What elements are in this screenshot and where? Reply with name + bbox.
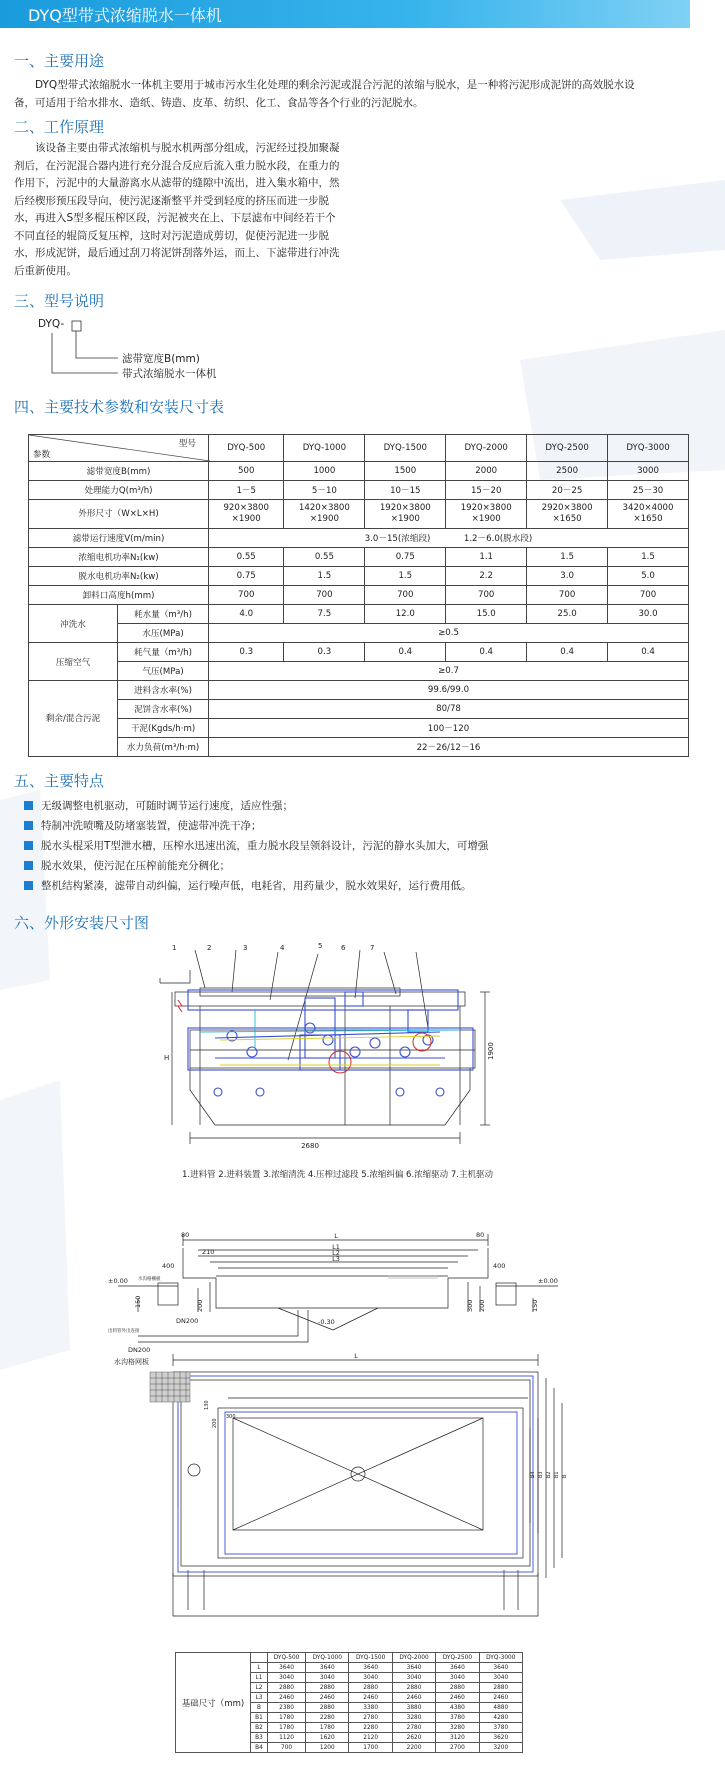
dims-cell: 2700 xyxy=(436,1743,479,1753)
part-number: 3 xyxy=(243,944,248,952)
table-row xyxy=(29,500,689,529)
dims-key: B2 xyxy=(251,1723,268,1733)
table-row xyxy=(29,481,689,500)
cell: 0.55 xyxy=(209,548,284,567)
table-row xyxy=(29,567,689,586)
dims-cell: 1780 xyxy=(268,1723,306,1733)
table-row xyxy=(29,529,689,548)
model-header: DYQ-2000 xyxy=(446,435,527,462)
dim-label: L3 xyxy=(332,1255,340,1263)
dim-label: 400 xyxy=(493,1262,506,1270)
cell: 2920×3800 ×1650 xyxy=(527,500,608,529)
feature-item xyxy=(24,858,230,873)
cell: 15.0 xyxy=(446,605,527,624)
cell: 1.5 xyxy=(284,567,365,586)
table-row xyxy=(29,719,689,738)
plan-dim: 200 xyxy=(212,1418,218,1428)
feature-item xyxy=(24,878,472,893)
model-header: DYQ-1000 xyxy=(284,435,365,462)
table-row xyxy=(29,681,689,700)
dim-width: 2680 xyxy=(301,1142,319,1150)
row-label: 外形尺寸（W×L×H) xyxy=(29,500,209,529)
pipe-label: DN200 xyxy=(128,1346,151,1354)
part-number: 7 xyxy=(370,944,375,952)
dims-cell: 2880 xyxy=(392,1683,435,1693)
cell: 12.0 xyxy=(365,605,446,624)
plan-dim-B: B xyxy=(562,1474,568,1478)
cell: 5.0 xyxy=(608,567,689,586)
cell: 1.1 xyxy=(446,548,527,567)
model-header: DYQ-500 xyxy=(209,435,284,462)
dims-cell: 3040 xyxy=(479,1673,522,1683)
cell: 920×3800 ×1900 xyxy=(209,500,284,529)
bullet-icon xyxy=(24,821,33,830)
cell: 25.0 xyxy=(527,605,608,624)
dims-corner xyxy=(251,1653,268,1663)
cell: 10－15 xyxy=(365,481,446,500)
cell: 1.5 xyxy=(527,548,608,567)
dims-model: DYQ-1500 xyxy=(349,1653,392,1663)
drawing1-caption: 1.进料管 2.进料装置 3.浓缩清洗 4.压榨过滤段 5.浓缩纠偏 6.浓缩驱动 7.主机驱动 xyxy=(182,1170,493,1180)
dims-key: B3 xyxy=(251,1733,268,1743)
cell: 3000 xyxy=(608,462,689,481)
row-label: 滤带运行速度V(m/min) xyxy=(29,529,209,548)
plan-dim-B: B4 xyxy=(530,1471,536,1478)
cell: 2500 xyxy=(527,462,608,481)
section-features-heading: 五、主要特点 xyxy=(14,772,105,790)
cell: 0.4 xyxy=(365,643,446,662)
cell: 15－20 xyxy=(446,481,527,500)
plan-dim: 300 xyxy=(226,1414,236,1420)
cell: 1920×3800 ×1900 xyxy=(446,500,527,529)
speed-thicken: 3.0－15(浓缩段) xyxy=(364,534,431,544)
dim-label: 80 xyxy=(476,1231,485,1239)
dims-cell: 2880 xyxy=(349,1683,392,1693)
spec-table xyxy=(28,434,689,757)
row-label: 浓缩电机功率N₁(kw) xyxy=(29,548,209,567)
dims-cell: 2460 xyxy=(436,1693,479,1703)
cell: 1420×3800 ×1900 xyxy=(284,500,365,529)
table-row xyxy=(29,662,689,681)
row-label: 水压(MPa) xyxy=(118,624,209,643)
dims-cell: 1700 xyxy=(349,1743,392,1753)
principle-text xyxy=(14,140,374,280)
dims-cell: 3620 xyxy=(479,1733,522,1743)
dims-cell: 1200 xyxy=(306,1743,349,1753)
cell: 20－25 xyxy=(527,481,608,500)
dims-cell: 2200 xyxy=(392,1743,435,1753)
cell: 0.75 xyxy=(365,548,446,567)
dims-cell: 2380 xyxy=(268,1703,306,1713)
dims-cell: 2880 xyxy=(306,1683,349,1693)
table-row xyxy=(176,1653,523,1663)
dims-cell: 2880 xyxy=(306,1703,349,1713)
part-number: 1 xyxy=(172,944,177,952)
dims-cell: 1620 xyxy=(306,1733,349,1743)
principle-line: 水，再进入S型多棍压榨区段，污泥被夹在上、下层滤布中间经若干个 xyxy=(14,212,336,224)
note-label: 出料管外出连接 xyxy=(108,1329,140,1334)
feature-text: 脱水头棍采用T型泄水槽，压榨水迅速出流，重力脱水段呈领斜设计，污泥的静水头加大，可增强 xyxy=(41,840,489,852)
feature-text: 脱水效果，使污泥在压榨前能充分稠化； xyxy=(41,860,230,872)
foundation-dims-table xyxy=(175,1652,523,1753)
model-header: DYQ-3000 xyxy=(608,435,689,462)
dims-cell: 3640 xyxy=(479,1663,522,1673)
dims-cell: 2460 xyxy=(349,1693,392,1703)
bullet-icon xyxy=(24,881,33,890)
dims-cell: 3640 xyxy=(306,1663,349,1673)
title-bar xyxy=(0,0,690,28)
feature-item xyxy=(24,818,262,833)
foundation-section-drawing xyxy=(98,1228,568,1354)
cell: 500 xyxy=(209,462,284,481)
cell: 3420×4000 ×1650 xyxy=(608,500,689,529)
cell: 700 xyxy=(527,586,608,605)
dims-model: DYQ-500 xyxy=(268,1653,306,1663)
dim-label: L1 xyxy=(332,1243,340,1251)
principle-line: 不同直径的辊筒反复压榨，这时对污泥造成剪切，促使污泥进一步脱 xyxy=(14,229,329,242)
dims-cell: 2120 xyxy=(349,1733,392,1743)
section-model-heading: 三、型号说明 xyxy=(14,292,105,310)
cell: 0.3 xyxy=(284,643,365,662)
dim-label: 200 xyxy=(196,1299,204,1312)
usage-text xyxy=(14,77,714,112)
plan-dim: 130 xyxy=(204,1400,210,1410)
cell: 700 xyxy=(284,586,365,605)
dims-cell: 2880 xyxy=(436,1683,479,1693)
dims-cell: 3040 xyxy=(392,1673,435,1683)
dim-label: 80 xyxy=(181,1231,190,1239)
dims-cell: 2780 xyxy=(392,1723,435,1733)
cell: 700 xyxy=(209,586,284,605)
section-spec-heading: 四、主要技术参数和安装尺寸表 xyxy=(14,398,225,416)
cell: 7.5 xyxy=(284,605,365,624)
row-label: 卸料口高度h(mm) xyxy=(29,586,209,605)
dims-cell: 3780 xyxy=(436,1713,479,1723)
cell: 1920×3800 ×1900 xyxy=(365,500,446,529)
table-row xyxy=(29,548,689,567)
level-left: ±0.00 xyxy=(108,1277,128,1285)
principle-line: 该设备主要由带式浓缩机与脱水机两部分组成，污泥经过投加聚凝 xyxy=(35,142,340,154)
model-header: DYQ-2500 xyxy=(527,435,608,462)
model-diagram xyxy=(38,318,338,388)
cell-span: 80/78 xyxy=(209,700,689,719)
table-corner xyxy=(29,435,209,462)
group-label: 剩余/混合污泥 xyxy=(29,681,118,757)
dims-cell: 2780 xyxy=(349,1713,392,1723)
dims-cell: 2460 xyxy=(268,1693,306,1703)
plan-dim-B: B1 xyxy=(554,1471,560,1478)
dims-cell: 1780 xyxy=(268,1713,306,1723)
row-label: 水力负荷(m³/h·m) xyxy=(118,738,209,757)
dim-height: 1900 xyxy=(487,1042,495,1060)
part-number: 6 xyxy=(341,944,346,952)
dims-cell: 4380 xyxy=(436,1703,479,1713)
cell-span: 100－120 xyxy=(209,719,689,738)
dims-cell: 3380 xyxy=(349,1703,392,1713)
feature-text: 整机结构紧凑，滤带自动纠偏，运行噪声低，电耗省，用药量少，脱水效果好，运行费用低。 xyxy=(41,880,472,892)
bullet-icon xyxy=(24,841,33,850)
dims-model: DYQ-3000 xyxy=(479,1653,522,1663)
dims-cell: 2460 xyxy=(392,1693,435,1703)
table-row xyxy=(29,435,689,462)
row-label: 脱水电机功率N₂(kw) xyxy=(29,567,209,586)
cell: 0.75 xyxy=(209,567,284,586)
dims-cell: 3780 xyxy=(479,1723,522,1733)
dims-cell: 3040 xyxy=(306,1673,349,1683)
dims-cell: 3040 xyxy=(268,1673,306,1683)
group-label: 冲洗水 xyxy=(29,605,118,643)
principle-line: 水，形成泥饼，最后通过刮刀将泥饼刮落外运，而上、下滤带进行冲洗 xyxy=(14,247,340,259)
dims-cell: 4280 xyxy=(479,1713,522,1723)
cell-span: ≥0.5 xyxy=(209,624,689,643)
row-label: 进料含水率(%) xyxy=(118,681,209,700)
table-row xyxy=(29,700,689,719)
section-usage-heading: 一、主要用途 xyxy=(14,52,105,70)
dim-label: L2 xyxy=(332,1249,340,1257)
cell: 4.0 xyxy=(209,605,284,624)
dim-label: 150 xyxy=(134,1295,142,1308)
level-label: -0.30 xyxy=(318,1318,335,1326)
dims-cell: 3640 xyxy=(436,1663,479,1673)
dims-cell: 2880 xyxy=(479,1683,522,1693)
model-label-width: 滤带宽度B(mm) xyxy=(122,353,200,365)
dim-label: 210 xyxy=(202,1248,215,1256)
dims-title: 基础尺寸（mm) xyxy=(176,1653,251,1753)
cell: 0.55 xyxy=(284,548,365,567)
row-label: 气压(MPa) xyxy=(118,662,209,681)
dims-cell: 3280 xyxy=(392,1713,435,1723)
dims-cell: 3280 xyxy=(436,1723,479,1733)
corner-param: 参数 xyxy=(33,450,51,460)
dims-cell: 3120 xyxy=(436,1733,479,1743)
dims-key: L2 xyxy=(251,1683,268,1693)
model-label-machine: 带式浓缩脱水一体机 xyxy=(122,368,217,380)
speed-dewater: 1.2－6.0(脱水段) xyxy=(463,534,533,544)
row-label: 耗水量（m³/h) xyxy=(118,605,209,624)
page-title: DYQ型带式浓缩脱水一体机 xyxy=(28,6,222,25)
feature-item xyxy=(24,798,293,813)
usage-line: DYQ型带式浓缩脱水一体机主要用于城市污水生化处理的剩余污泥或混合污泥的浓缩与脱水，是一种将污泥形成泥饼的高效脱水设 xyxy=(35,79,635,91)
dims-cell: 2460 xyxy=(479,1693,522,1703)
cell: 30.0 xyxy=(608,605,689,624)
dims-cell: 3040 xyxy=(349,1673,392,1683)
dim-label: 200 xyxy=(478,1299,486,1312)
dim-label: L xyxy=(334,1232,338,1240)
row-label: 干泥(Kgds/h·m) xyxy=(118,719,209,738)
cell: 25－30 xyxy=(608,481,689,500)
cell: 700 xyxy=(446,586,527,605)
pipe-label: DN200 xyxy=(176,1317,199,1325)
usage-line: 备，可适用于给水排水、造纸、铸造、皮革、纺织、化工、食品等各个行业的污泥脱水。 xyxy=(14,96,424,109)
cell: 700 xyxy=(608,586,689,605)
machine-elevation-drawing xyxy=(160,940,530,1165)
dims-key: B1 xyxy=(251,1713,268,1723)
dims-cell: 2620 xyxy=(392,1733,435,1743)
dims-model: DYQ-1000 xyxy=(306,1653,349,1663)
dims-cell: 1120 xyxy=(268,1733,306,1743)
cell: 1.5 xyxy=(365,567,446,586)
model-code: DYQ- xyxy=(38,318,65,330)
feature-item xyxy=(24,838,488,853)
dims-cell: 2280 xyxy=(349,1723,392,1733)
dims-key: L xyxy=(251,1663,268,1673)
table-row xyxy=(29,643,689,662)
row-label: 处理能力Q(m³/h) xyxy=(29,481,209,500)
dim-label: 300 xyxy=(466,1299,474,1312)
cell: 3.0 xyxy=(527,567,608,586)
section-principle-heading: 二、工作原理 xyxy=(14,118,105,136)
section-drawing-heading: 六、外形安装尺寸图 xyxy=(14,914,150,932)
cell: 1000 xyxy=(284,462,365,481)
dims-cell: 3880 xyxy=(392,1703,435,1713)
dims-cell: 3640 xyxy=(349,1663,392,1673)
cell-span xyxy=(209,529,689,548)
grate-label: 水沟格网板 xyxy=(114,1358,149,1366)
table-row xyxy=(29,462,689,481)
table-row xyxy=(29,605,689,624)
note-label: 水沟格栅板 xyxy=(138,1277,161,1282)
dims-cell: 4880 xyxy=(479,1703,522,1713)
dim-side-mark: H xyxy=(164,1054,170,1062)
principle-line: 后经楔形预压段导向，使污泥逐渐整平并受到轻度的挤压而进一步脱 xyxy=(14,194,329,207)
feature-text: 特制冲洗喷嘴及防堵塞装置，使滤带冲洗干净； xyxy=(41,820,262,832)
row-label: 滤带宽度B(mm) xyxy=(29,462,209,481)
bullet-icon xyxy=(24,861,33,870)
dim-label: 400 xyxy=(162,1262,175,1270)
plan-dim-B: B2 xyxy=(546,1471,552,1478)
cell: 5－10 xyxy=(284,481,365,500)
dim-label: 150 xyxy=(531,1299,539,1312)
dims-cell: 1780 xyxy=(306,1723,349,1733)
dims-cell: 3200 xyxy=(479,1743,522,1753)
dims-key: L1 xyxy=(251,1673,268,1683)
cell: 2.2 xyxy=(446,567,527,586)
principle-line: 作用下，污泥中的大量游离水从滤带的缝隙中流出，进入集水箱中，然 xyxy=(14,177,340,189)
cell-span: 99.6/99.0 xyxy=(209,681,689,700)
cell-span: ≥0.7 xyxy=(209,662,689,681)
dims-cell: 2280 xyxy=(306,1713,349,1723)
part-number: 5 xyxy=(318,942,323,950)
row-label: 耗气量（m³/h) xyxy=(118,643,209,662)
cell: 0.3 xyxy=(209,643,284,662)
dims-cell: 2880 xyxy=(268,1683,306,1693)
cell: 0.4 xyxy=(608,643,689,662)
cell: 700 xyxy=(365,586,446,605)
principle-line: 后重新使用。 xyxy=(14,264,77,277)
model-header: DYQ-1500 xyxy=(365,435,446,462)
corner-model: 型号 xyxy=(178,439,196,449)
dims-key: B4 xyxy=(251,1743,268,1753)
plan-dim-L: L xyxy=(354,1352,358,1360)
dims-cell: 3640 xyxy=(268,1663,306,1673)
dims-model: DYQ-2500 xyxy=(436,1653,479,1663)
table-row xyxy=(29,624,689,643)
dims-cell: 2460 xyxy=(306,1693,349,1703)
level-right: ±0.00 xyxy=(538,1277,558,1285)
dims-cell: 3040 xyxy=(436,1673,479,1683)
dims-cell: 700 xyxy=(268,1743,306,1753)
part-number: 2 xyxy=(207,944,212,952)
cell: 1500 xyxy=(365,462,446,481)
part-number: 4 xyxy=(280,944,285,952)
cell-span: 22－26/12－16 xyxy=(209,738,689,757)
table-row xyxy=(29,586,689,605)
foundation-plan-drawing xyxy=(98,1348,568,1638)
group-label: 压缩空气 xyxy=(29,643,118,681)
feature-text: 无级调整电机驱动，可随时调节运行速度，适应性强； xyxy=(41,800,293,812)
plan-dim-B: B3 xyxy=(538,1471,544,1478)
dims-model: DYQ-2000 xyxy=(392,1653,435,1663)
table-row xyxy=(29,738,689,757)
dims-cell: 3640 xyxy=(392,1663,435,1673)
row-label: 泥饼含水率(%) xyxy=(118,700,209,719)
cell: 1.5 xyxy=(608,548,689,567)
cell: 0.4 xyxy=(527,643,608,662)
dims-key: B xyxy=(251,1703,268,1713)
dims-key: L3 xyxy=(251,1693,268,1703)
cell: 1－5 xyxy=(209,481,284,500)
principle-line: 剂后，在污泥混合器内进行充分混合反应后流入重力脱水段，在重力的 xyxy=(14,159,340,172)
cell: 2000 xyxy=(446,462,527,481)
cell: 0.4 xyxy=(446,643,527,662)
bullet-icon xyxy=(24,801,33,810)
